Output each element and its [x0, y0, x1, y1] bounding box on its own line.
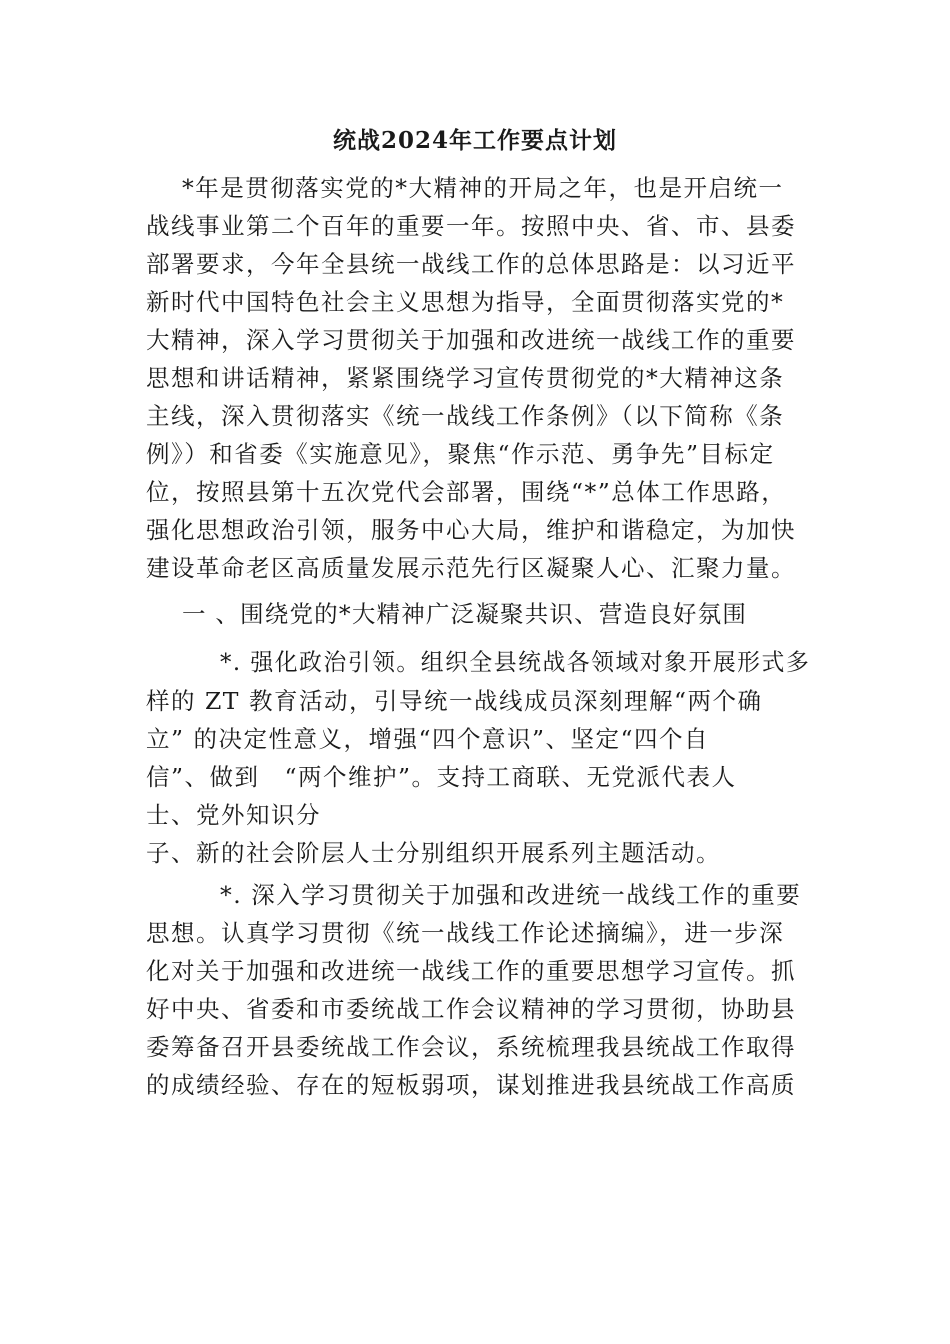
intro-line-6: 思想和讲话精神，紧紧围绕学习宣传贯彻党的*大精神这条 [146, 364, 785, 392]
intro-line-11: 建设革命老区高质量发展示范先行区凝聚人心、汇聚力量。 [146, 554, 796, 582]
item1-line-6: 子、新的社会阶层人士分别组织开展系列主题活动。 [146, 839, 721, 867]
item1-line-4: 信”、做到 “两个维护”。支持工商联、无党派代表人 [146, 763, 737, 791]
item1-line-1: *. 强化政治引领。组织全县统战各领域对象开展形式多 [220, 648, 811, 676]
intro-line-7: 主线，深入贯彻落实《统一战线工作条例》（以下简称《条 [146, 402, 785, 430]
item2-line-4: 好中央、省委和市委统战工作会议精神的学习贯彻，协助县 [146, 995, 796, 1023]
item2-line-5: 委筹备召开县委统战工作会议，系统梳理我县统战工作取得 [146, 1033, 796, 1061]
item2-line-1: *. 深入学习贯彻关于加强和改进统一战线工作的重要 [220, 881, 802, 909]
intro-line-1: *年是贯彻落实党的*大精神的开局之年，也是开启统一 [182, 174, 784, 202]
item1-line-3: 立” 的决定性意义，增强“四个意识”、坚定“四个自 [146, 725, 710, 753]
item2-line-2: 思想。认真学习贯彻《统一战线工作论述摘编》，进一步深 [146, 919, 785, 947]
intro-line-5: 大精神，深入学习贯彻关于加强和改进统一战线工作的重要 [146, 326, 796, 354]
item2-line-3: 化对关于加强和改进统一战线工作的重要思想学习宣传。抓 [146, 957, 796, 985]
intro-line-8: 例》）和省委《实施意见》，聚焦“作示范、勇争先”目标定 [146, 440, 775, 468]
intro-line-9: 位，按照县第十五次党代会部署，围绕“*”总体工作思路， [146, 478, 787, 506]
intro-line-10: 强化思想政治引领，服务中心大局，维护和谐稳定，为加快 [146, 516, 796, 544]
intro-line-3: 部署要求，今年全县统一战线工作的总体思路是：以习近平 [146, 250, 796, 278]
section-heading: 一 、围绕党的*大精神广泛凝聚共识、营造良好氛围 [182, 600, 748, 628]
document-title: 统战2024年工作要点计划 [332, 127, 617, 154]
intro-line-4: 新时代中国特色社会主义思想为指导，全面贯彻落实党的* [146, 288, 785, 316]
item1-line-2: 样的 ZT 教育活动，引导统一战线成员深刻理解“两个确 [146, 687, 763, 715]
item2-line-6: 的成绩经验、存在的短板弱项，谋划推进我县统战工作高质 [146, 1071, 796, 1099]
intro-line-2: 战线事业第二个百年的重要一年。按照中央、省、市、县委 [146, 212, 796, 240]
item1-line-5: 士、党外知识分 [146, 801, 321, 829]
